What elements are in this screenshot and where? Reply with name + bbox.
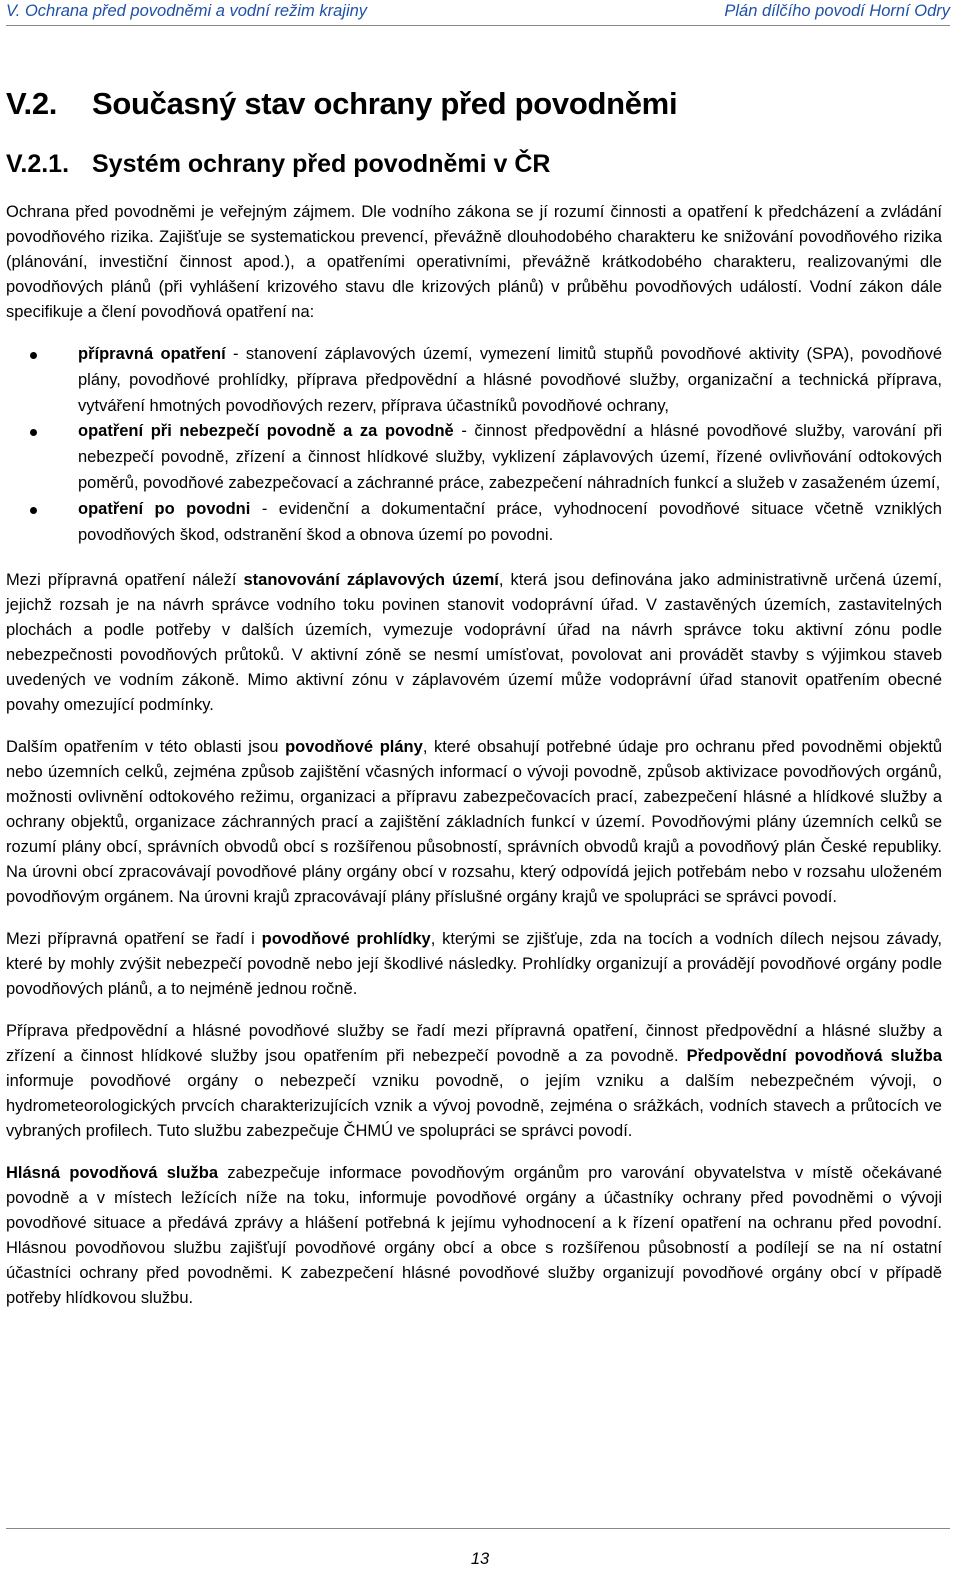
- paragraph-forecast-service: Příprava předpovědní a hlásné povodňové služby se řadí mezi přípravná opatření, činnost předpovědní a hlásné služby a zřízení a činnost hlídkové služby jsou opatřením při nebezpečí povodně a za povodně. Předpovědní povodňová služba informuje povodňové orgány o nebezpečí vzniku povodně, o jejím vzniku a dalším nebezpečném vývoji, o hydrometeorologických prvcích charakterizujících vznik a vývoj povodně, zejména o srážkách, vodních stavech a průtocích ve vybraných profilech. Tuto službu zabezpečuje ČHMÚ ve spolupráci se správci povodí.: [6, 1022, 942, 1141]
- subsection-number: V.2.1.: [6, 150, 70, 178]
- subsection-title: Systém ochrany před povodněmi v ČR: [92, 150, 551, 178]
- subsection-heading: [6, 150, 550, 179]
- measures-list: [6, 342, 942, 548]
- list-item: opatření při nebezpečí povodně a za povodně - činnost předpovědní a hlásné povodňové služby, varování při nebezpečí povodně, zřízení a činnost hlídkové služby, vyklizení záplavových území, řízené ovlivňování odtokových poměrů, povodňové zabezpečovací a záchranné práce, zabezpečení náhradních funkcí a služeb v zasaženém území,: [78, 419, 942, 496]
- paragraph-flood-zones: Mezi přípravná opatření náleží stanovování záplavových území, která jsou definována jako administrativně určená území, jejichž rozsah je na návrh správce vodního toku povinen stanovit vodoprávní úřad. V zastavěných územích, zastavitelných plochách a podle potřeby v dalších územích, vymezuje vodoprávní úřad na návrh správce toku aktivní zónu podle nebezpečnosti povodňových průtoků. V aktivní zóně se nesmí umísťovat, povolovat ani provádět stavby s výjimkou staveb uvedených ve vodním zákoně. Mimo aktivní zónu v záplavovém území může vodoprávní úřad stanovit opatřením obecné povahy omezující podmínky.: [6, 571, 942, 715]
- paragraph-flood-inspections: Mezi přípravná opatření se řadí i povodňové prohlídky, kterými se zjišťuje, zda na tocích a vodních dílech nejsou závady, které by mohly zvýšit nebezpečí povodně nebo její škodlivé následky. Prohlídky organizují a provádějí povodňové orgány podle povodňových plánů, a to nejméně jednou ročně.: [6, 930, 942, 999]
- header-rule: [6, 25, 950, 26]
- section-title: Současný stav ochrany před povodněmi: [92, 86, 678, 121]
- section-number: V.2.: [6, 86, 58, 121]
- list-item: přípravná opatření - stanovení záplavových území, vymezení limitů stupňů povodňové aktivity (SPA), povodňové plány, povodňové prohlídky, příprava předpovědní a hlásné povodňové služby, organizační a technická příprava, vytváření hmotných povodňových rezerv, příprava účastníků povodňové ochrany,: [78, 342, 942, 419]
- intro-paragraph: Ochrana před povodněmi je veřejným zájmem. Dle vodního zákona se jí rozumí činnosti a opatření k předcházení a zvládání povodňového rizika. Zajišťuje se systematickou prevencí, převážně dlouhodobého charakteru ke snižování povodňového rizika (plánování, investiční činnost apod.), a opatřeními operativními, převážně krátkodobého charakteru, realizovanými dle povodňových plánů (při vyhlášení krizového stavu dle krizových plánů) v průběhu povodňových událostí. Vodní zákon dále specifikuje a člení povodňová opatření na:: [6, 203, 942, 321]
- list-item: opatření po povodni - evidenční a dokumentační práce, vyhodnocení povodňové situace včetně vzniklých povodňových škod, odstranění škod a obnova území po povodni.: [78, 497, 942, 549]
- paragraph-flood-plans: Dalším opatřením v této oblasti jsou povodňové plány, které obsahují potřebné údaje pro ochranu před povodněmi objektů nebo územních celků, zejména způsob zajištění včasných informací o vývoji povodně, způsob aktivizace povodňových orgánů, možnosti ovlivnění odtokového režimu, organizaci a přípravu zabezpečovacích prací, zabezpečení hlásné a hlídkové služby a ochrany objektů, organizace záchranných prací a zajištění základních funkcí v území. Povodňovými plány územních celků se rozumí plány obcí, správních obvodů obcí s rozšířenou působností, správních obvodů krajů a povodňový plán České republiky. Na úrovni obcí zpracovávají povodňové plány orgány obcí v rozsahu, který odpovídá jejich potřebám nebo v rozsahu uloženém povodňovým orgánem. Na úrovni krajů zpracovávají plány příslušné orgány krajů ve spolupráci se správci povodí.: [6, 738, 943, 907]
- bullet-icon: [30, 507, 37, 514]
- page-number: 13: [470, 1550, 490, 1568]
- footer-rule: [6, 1528, 950, 1529]
- bullet-icon: [30, 352, 37, 359]
- page-header: [6, 0, 950, 26]
- header-left: V. Ochrana před povodněmi a vodní režim krajiny: [6, 2, 368, 20]
- document-body: [6, 200, 942, 1328]
- section-heading: [6, 86, 677, 122]
- bullet-icon: [30, 429, 37, 436]
- header-right: Plán dílčího povodí Horní Odry: [724, 2, 950, 20]
- paragraph-reporting-service: Hlásná povodňová služba zabezpečuje informace povodňovým orgánům pro varování obyvatelstva v místě očekávané povodně a v místech ležících níže na toku, informuje povodňové orgány a účastníky ochrany před povodněmi o vývoji povodňové situace a předává zprávy a hlášení potřebná k jejímu vyhodnocení a k řízení opatření na ochranu před povodní. Hlásnou povodňovou službu zajišťují povodňové orgány obcí a obce s rozšířenou působností a podílejí se na ní ostatní účastníci ochrany před povodněmi. K zabezpečení hlásné povodňové služby organizují povodňové orgány obcí v případě potřeby hlídkovou službu.: [6, 1164, 942, 1308]
